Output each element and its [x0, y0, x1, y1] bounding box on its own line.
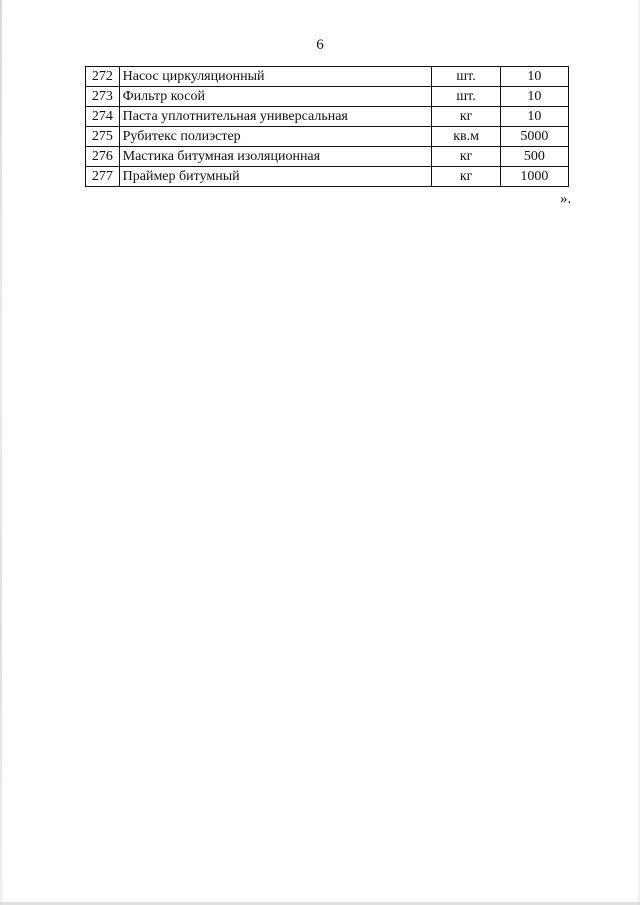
item-quantity: 500 [500, 147, 568, 167]
item-name: Мастика битумная изоляционная [119, 147, 432, 167]
row-number: 277 [86, 167, 120, 187]
table-row [86, 167, 569, 187]
table-row [86, 147, 569, 167]
item-quantity: 10 [500, 107, 568, 127]
row-number: 273 [86, 87, 120, 107]
materials-table [85, 66, 569, 187]
item-unit: кг [432, 147, 500, 167]
row-number: 276 [86, 147, 120, 167]
row-number: 272 [86, 67, 120, 87]
page-number: 6 [316, 37, 324, 53]
item-quantity: 5000 [500, 127, 568, 147]
row-number: 275 [86, 127, 120, 147]
item-unit: шт. [432, 87, 500, 107]
table-row [86, 67, 569, 87]
item-quantity: 10 [500, 67, 568, 87]
item-quantity: 1000 [500, 167, 568, 187]
table-row [86, 107, 569, 127]
item-unit: кг [432, 107, 500, 127]
table-row [86, 87, 569, 107]
closing-quote: ». [560, 191, 572, 207]
table-row [86, 127, 569, 147]
row-number: 274 [86, 107, 120, 127]
item-name: Фильтр косой [119, 87, 432, 107]
item-unit: кв.м [432, 127, 500, 147]
item-quantity: 10 [500, 87, 568, 107]
item-name: Паста уплотнительная универсальная [119, 107, 432, 127]
item-unit: кг [432, 167, 500, 187]
item-name: Праймер битумный [119, 167, 432, 187]
item-unit: шт. [432, 67, 500, 87]
item-name: Рубитекс полиэстер [119, 127, 432, 147]
scan-edge-left [0, 0, 2, 905]
item-name: Насос циркуляционный [119, 67, 432, 87]
